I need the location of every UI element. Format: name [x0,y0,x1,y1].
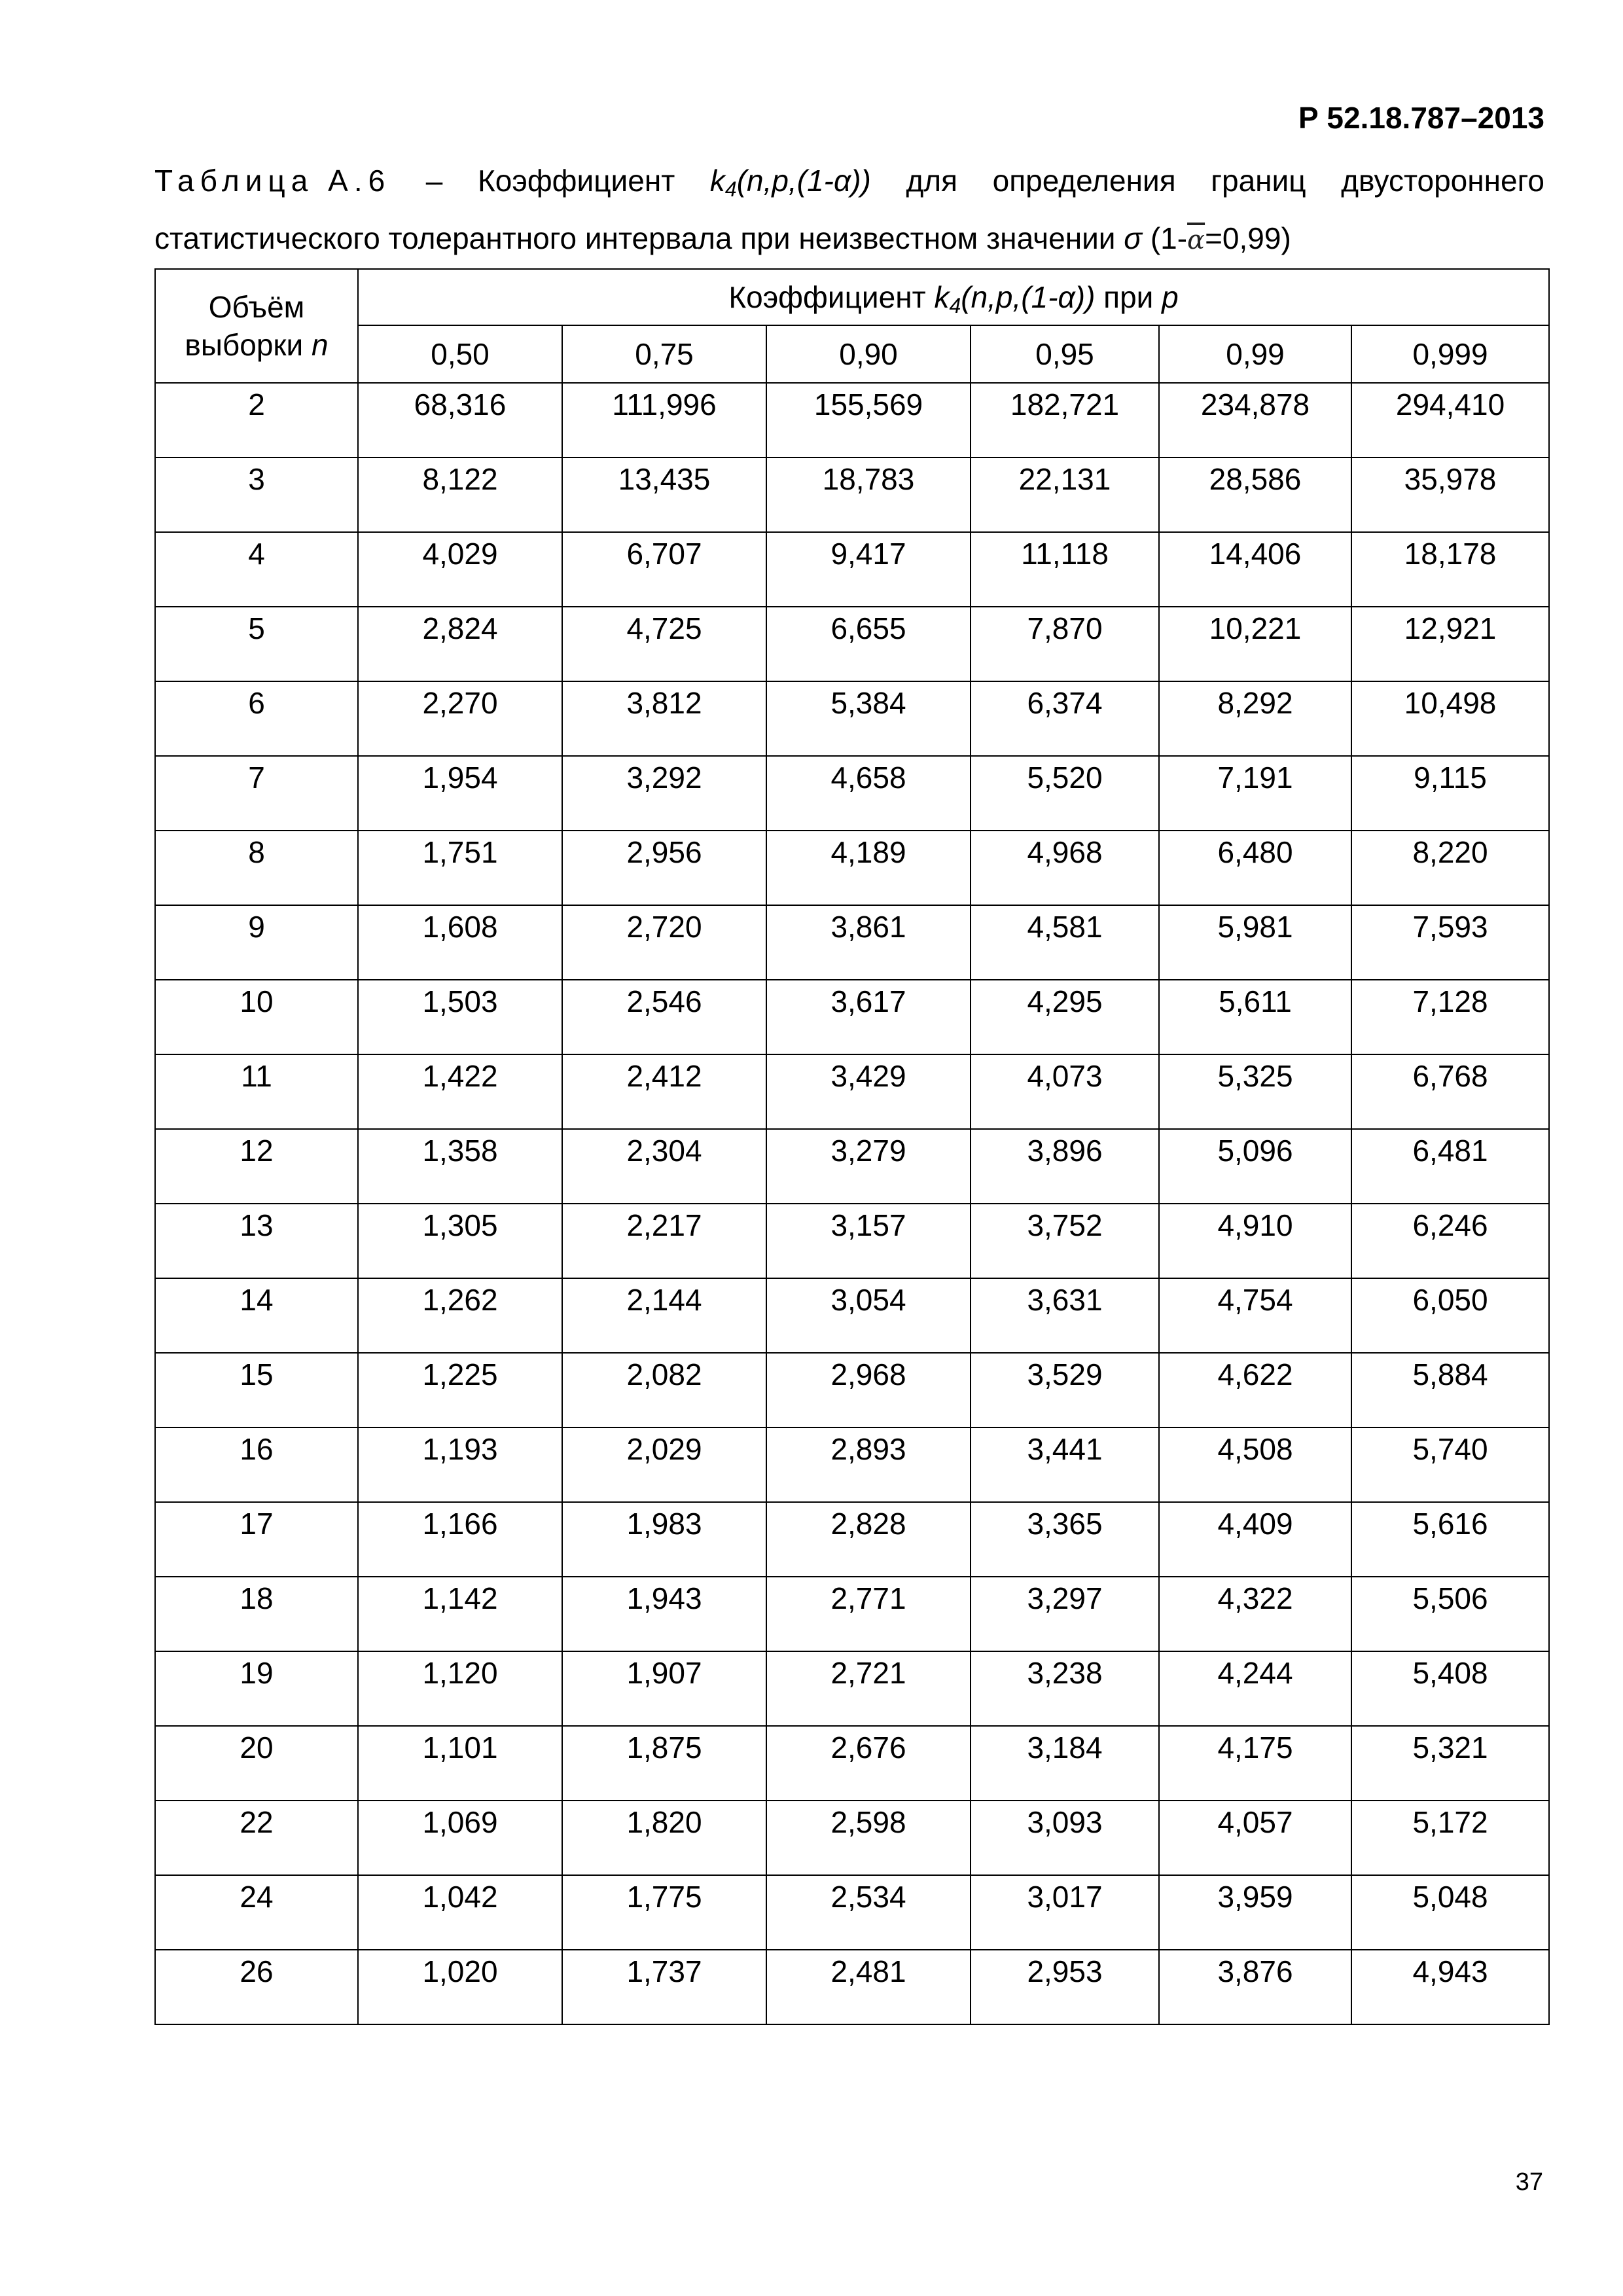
coefficient-cell: 4,029 [358,532,562,607]
table-row [155,1278,1549,1353]
coefficient-group-header [358,269,1549,325]
coefficient-cell: 1,820 [562,1801,766,1875]
coefficient-cell: 182,721 [971,383,1159,457]
coefficient-cell: 6,481 [1351,1129,1549,1204]
table-row [155,1204,1549,1278]
sample-size-cell: 2 [155,383,358,457]
coefficient-cell: 2,893 [766,1427,971,1502]
caption-word: определения [992,164,1176,198]
coefficient-cell: 294,410 [1351,383,1549,457]
group-header-suffix: при [1103,280,1154,314]
coefficient-cell: 1,069 [358,1801,562,1875]
coefficient-cell: 3,529 [971,1353,1159,1427]
coefficient-cell: 4,658 [766,756,971,831]
coefficient-cell: 2,771 [766,1577,971,1651]
coefficient-cell: 1,503 [358,980,562,1054]
coefficient-cell: 5,172 [1351,1801,1549,1875]
coefficient-cell: 3,896 [971,1129,1159,1204]
caption-word: для [906,164,958,198]
coefficient-cell: 5,520 [971,756,1159,831]
coefficient-cell: 3,365 [971,1502,1159,1577]
coefficient-cell: 3,279 [766,1129,971,1204]
table-row [155,1651,1549,1726]
coefficient-cell: 68,316 [358,383,562,457]
caption-word: границ [1211,164,1306,198]
coefficient-cell: 1,422 [358,1054,562,1129]
coefficient-cell: 111,996 [562,383,766,457]
coefficient-cell: 1,358 [358,1129,562,1204]
sample-size-cell: 26 [155,1950,358,2024]
confidence-open: (1- [1150,221,1188,255]
coefficient-cell: 2,082 [562,1353,766,1427]
table-row [155,905,1549,980]
sample-size-cell: 9 [155,905,358,980]
p-column-header: 0,99 [1159,325,1351,383]
coefficient-cell: 5,884 [1351,1353,1549,1427]
sample-size-cell: 14 [155,1278,358,1353]
table-row [155,980,1549,1054]
coefficient-cell: 3,752 [971,1204,1159,1278]
sample-size-header-line1: Объём [208,290,305,324]
coefficient-cell: 3,876 [1159,1950,1351,2024]
coefficient-cell: 3,184 [971,1726,1159,1801]
table-caption [154,152,1544,269]
caption-dash: – [425,164,443,198]
table-row [155,831,1549,905]
coefficient-cell: 4,244 [1159,1651,1351,1726]
sample-size-cell: 17 [155,1502,358,1577]
coefficient-cell: 6,768 [1351,1054,1549,1129]
coefficient-cell: 4,295 [971,980,1159,1054]
p-column-header: 0,999 [1351,325,1549,383]
coefficient-cell: 5,506 [1351,1577,1549,1651]
table-row [155,1353,1549,1427]
sample-size-cell: 15 [155,1353,358,1427]
coefficient-cell: 7,191 [1159,756,1351,831]
table-row [155,1801,1549,1875]
coefficient-cell: 7,870 [971,607,1159,681]
p-values-header-row [155,325,1549,383]
coefficient-cell: 1,305 [358,1204,562,1278]
page-number: 37 [1515,2168,1543,2196]
sample-size-cell: 16 [155,1427,358,1502]
caption-line-2-text: статистического толерантного интервала при неизвестном значении [154,221,1116,255]
coefficient-cell: 1,608 [358,905,562,980]
sample-size-cell: 12 [155,1129,358,1204]
coefficient-cell: 1,020 [358,1950,562,2024]
coefficient-cell: 1,983 [562,1502,766,1577]
coefficient-cell: 4,581 [971,905,1159,980]
coefficient-cell: 1,042 [358,1875,562,1950]
coefficient-cell: 1,142 [358,1577,562,1651]
table-row [155,1502,1549,1577]
coefficient-cell: 5,096 [1159,1129,1351,1204]
coefficient-cell: 1,875 [562,1726,766,1801]
coefficient-cell: 3,631 [971,1278,1159,1353]
coefficient-cell: 4,409 [1159,1502,1351,1577]
coefficient-cell: 2,546 [562,980,766,1054]
coefficient-cell: 5,611 [1159,980,1351,1054]
sample-size-cell: 6 [155,681,358,756]
coefficient-cell: 8,292 [1159,681,1351,756]
n-symbol: n [312,328,329,362]
coefficient-cell: 2,217 [562,1204,766,1278]
table-row [155,1054,1549,1129]
coefficient-cell: 2,144 [562,1278,766,1353]
coefficient-cell: 3,238 [971,1651,1159,1726]
coefficient-cell: 7,593 [1351,905,1549,980]
coefficient-cell: 28,586 [1159,457,1351,532]
table-row [155,1129,1549,1204]
group-header-formula: $k_4(n,p,(1-\alpha))$ [934,280,1096,317]
table-row [155,1950,1549,2024]
coefficient-cell: 155,569 [766,383,971,457]
coefficient-cell: 3,441 [971,1427,1159,1502]
coefficient-cell: 35,978 [1351,457,1549,532]
coefficient-cell: 234,878 [1159,383,1351,457]
coefficient-cell: 2,534 [766,1875,971,1950]
coefficient-cell: 3,054 [766,1278,971,1353]
table-row [155,1427,1549,1502]
coefficient-cell: 9,417 [766,532,971,607]
coefficient-cell: 2,481 [766,1950,971,2024]
table-row [155,383,1549,457]
caption-k-formula: $k_4(n,p,(1-\alpha))$ [709,164,871,201]
coefficient-cell: 4,322 [1159,1577,1351,1651]
coefficient-cell: 2,721 [766,1651,971,1726]
alpha-symbol: $\overline{\alpha}$ [1187,225,1205,255]
caption-line-2 [154,209,1544,269]
coefficient-cell: 6,655 [766,607,971,681]
coefficient-cell: 6,480 [1159,831,1351,905]
coefficient-cell: 3,157 [766,1204,971,1278]
sample-size-cell: 18 [155,1577,358,1651]
coefficient-cell: 14,406 [1159,532,1351,607]
coefficient-cell: 3,017 [971,1875,1159,1950]
sample-size-header-line2: выборки [185,328,304,362]
coefficient-cell: 4,508 [1159,1427,1351,1502]
coefficient-cell: 5,981 [1159,905,1351,980]
coefficient-cell: 1,954 [358,756,562,831]
table-label: Таблица А.6 [154,164,391,198]
coefficient-cell: 2,029 [562,1427,766,1502]
sample-size-header [155,269,358,383]
sample-size-cell: 7 [155,756,358,831]
sample-size-cell: 3 [155,457,358,532]
sample-size-cell: 24 [155,1875,358,1950]
coefficient-cell: 2,676 [766,1726,971,1801]
coefficient-cell: 10,498 [1351,681,1549,756]
sample-size-cell: 10 [155,980,358,1054]
table-row [155,681,1549,756]
group-header-prefix: Коэффициент [728,280,926,314]
table-row [155,532,1549,607]
coefficient-cell: 2,968 [766,1353,971,1427]
coefficient-cell: 6,374 [971,681,1159,756]
sample-size-cell: 19 [155,1651,358,1726]
coefficient-cell: 4,189 [766,831,971,905]
coefficient-cell: 8,122 [358,457,562,532]
caption-line-1 [154,152,1544,209]
coefficient-cell: 5,616 [1351,1502,1549,1577]
sample-size-cell: 4 [155,532,358,607]
coefficient-cell: 4,968 [971,831,1159,905]
p-column-header: 0,90 [766,325,971,383]
coefficient-cell: 3,959 [1159,1875,1351,1950]
sigma-symbol: σ [1124,221,1143,255]
coefficient-cell: 4,057 [1159,1801,1351,1875]
coefficient-cell: 5,325 [1159,1054,1351,1129]
coefficient-cell: 5,048 [1351,1875,1549,1950]
document-code: Р 52.18.787–2013 [1298,101,1544,135]
coefficient-cell: 4,725 [562,607,766,681]
coefficient-cell: 1,120 [358,1651,562,1726]
p-column-header: 0,95 [971,325,1159,383]
p-symbol: p [1162,280,1179,314]
sample-size-cell: 22 [155,1801,358,1875]
p-column-header: 0,50 [358,325,562,383]
coefficient-cell: 5,408 [1351,1651,1549,1726]
coefficient-cell: 1,101 [358,1726,562,1801]
table-body [155,383,1549,2024]
header-row-group [155,269,1549,325]
coefficient-cell: 4,622 [1159,1353,1351,1427]
coefficient-cell: 6,707 [562,532,766,607]
coefficient-cell: 3,812 [562,681,766,756]
sample-size-cell: 13 [155,1204,358,1278]
caption-word: двустороннего [1341,164,1544,198]
coefficient-cell: 1,907 [562,1651,766,1726]
coefficient-cell: 1,943 [562,1577,766,1651]
coefficient-cell: 1,775 [562,1875,766,1950]
coefficient-cell: 2,956 [562,831,766,905]
table-row [155,1875,1549,1950]
coefficient-cell: 6,246 [1351,1204,1549,1278]
coefficient-cell: 2,953 [971,1950,1159,2024]
coefficient-table [154,268,1550,2025]
coefficient-cell: 4,910 [1159,1204,1351,1278]
coefficient-cell: 10,221 [1159,607,1351,681]
coefficient-cell: 18,178 [1351,532,1549,607]
coefficient-cell: 1,751 [358,831,562,905]
table-row [155,1577,1549,1651]
table-row [155,1726,1549,1801]
coefficient-cell: 2,828 [766,1502,971,1577]
confidence-value: =0,99) [1205,221,1291,255]
coefficient-cell: 11,118 [971,532,1159,607]
coefficient-cell: 1,262 [358,1278,562,1353]
coefficient-cell: 1,193 [358,1427,562,1502]
table-row [155,457,1549,532]
coefficient-cell: 22,131 [971,457,1159,532]
coefficient-cell: 2,304 [562,1129,766,1204]
coefficient-cell: 2,270 [358,681,562,756]
coefficient-cell: 2,824 [358,607,562,681]
coefficient-cell: 3,429 [766,1054,971,1129]
coefficient-cell: 3,861 [766,905,971,980]
coefficient-cell: 3,292 [562,756,766,831]
coefficient-cell: 1,166 [358,1502,562,1577]
coefficient-cell: 3,093 [971,1801,1159,1875]
sample-size-cell: 20 [155,1726,358,1801]
coefficient-cell: 4,073 [971,1054,1159,1129]
coefficient-cell: 2,720 [562,905,766,980]
coefficient-cell: 1,225 [358,1353,562,1427]
coefficient-cell: 3,617 [766,980,971,1054]
sample-size-cell: 11 [155,1054,358,1129]
table-row [155,756,1549,831]
coefficient-cell: 18,783 [766,457,971,532]
p-column-header: 0,75 [562,325,766,383]
sample-size-cell: 5 [155,607,358,681]
coefficient-cell: 9,115 [1351,756,1549,831]
caption-word-coefficient: Коэффициент [477,164,675,198]
coefficient-cell: 4,175 [1159,1726,1351,1801]
sample-size-cell: 8 [155,831,358,905]
coefficient-cell: 12,921 [1351,607,1549,681]
coefficient-cell: 7,128 [1351,980,1549,1054]
coefficient-cell: 2,598 [766,1801,971,1875]
coefficient-cell: 1,737 [562,1950,766,2024]
coefficient-cell: 5,740 [1351,1427,1549,1502]
coefficient-cell: 2,412 [562,1054,766,1129]
coefficient-cell: 4,943 [1351,1950,1549,2024]
coefficient-cell: 13,435 [562,457,766,532]
coefficient-cell: 5,321 [1351,1726,1549,1801]
coefficient-cell: 6,050 [1351,1278,1549,1353]
coefficient-cell: 3,297 [971,1577,1159,1651]
coefficient-cell: 5,384 [766,681,971,756]
table-row [155,607,1549,681]
coefficient-cell: 8,220 [1351,831,1549,905]
coefficient-cell: 4,754 [1159,1278,1351,1353]
